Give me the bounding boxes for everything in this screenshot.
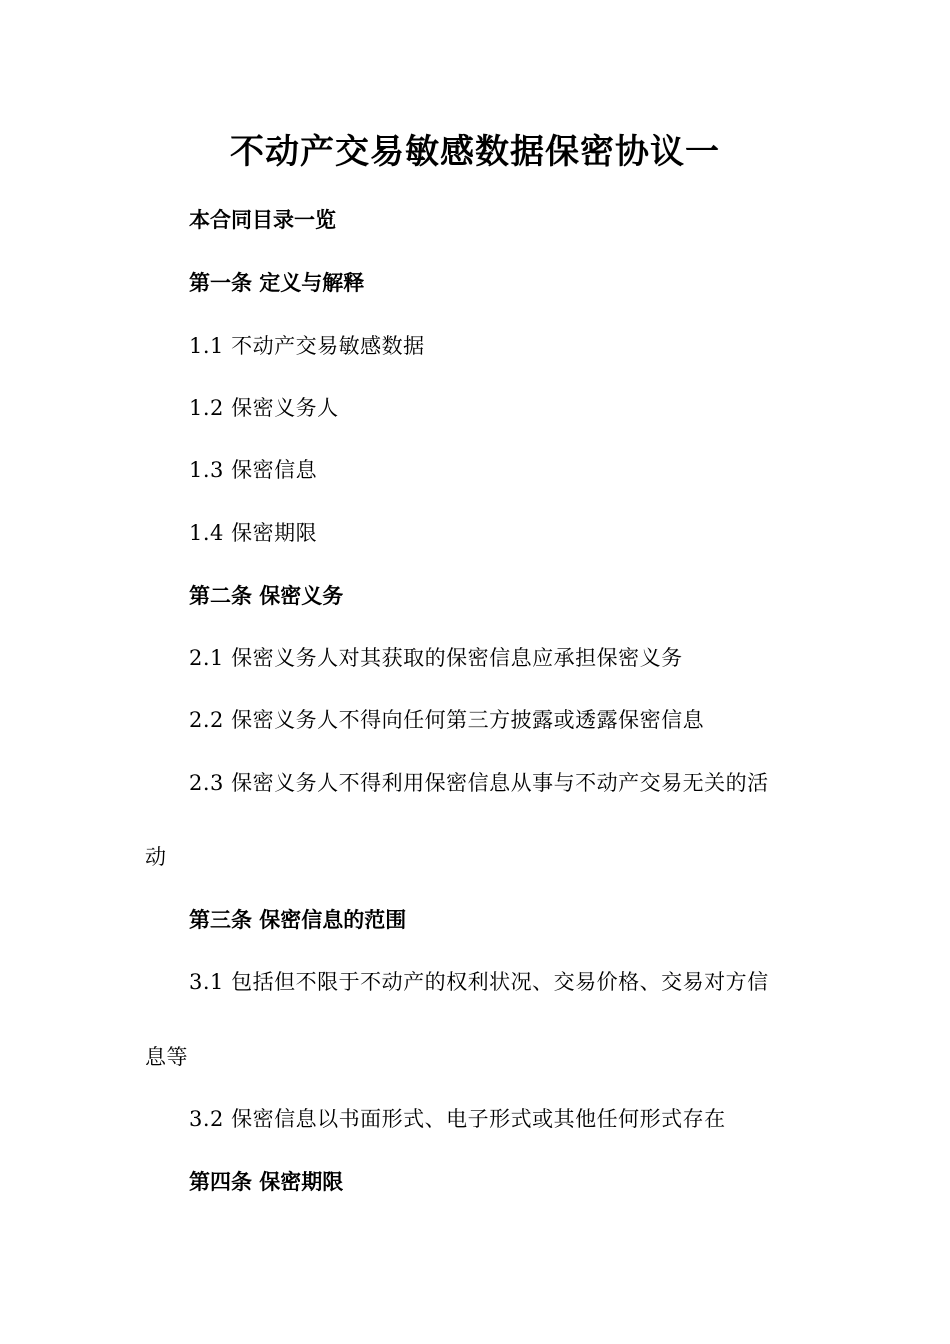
- document-title: 不动产交易敏感数据保密协议一: [230, 132, 720, 172]
- clause-3-1-line-2: 息等: [145, 1045, 188, 1069]
- clause-1-1: 1.1 不动产交易敏感数据: [189, 334, 425, 358]
- clause-2-3-line-1: 2.3 保密义务人不得利用保密信息从事与不动产交易无关的活: [189, 771, 769, 795]
- section-3-heading: 第三条 保密信息的范围: [189, 907, 407, 932]
- clause-1-3: 1.3 保密信息: [189, 458, 318, 482]
- clause-1-2: 1.2 保密义务人: [189, 396, 339, 420]
- clause-2-1: 2.1 保密义务人对其获取的保密信息应承担保密义务: [189, 646, 683, 670]
- section-4-heading: 第四条 保密期限: [189, 1169, 344, 1194]
- clause-2-2: 2.2 保密义务人不得向任何第三方披露或透露保密信息: [189, 708, 705, 732]
- clause-1-4: 1.4 保密期限: [189, 521, 318, 545]
- section-1-heading: 第一条 定义与解释: [189, 270, 365, 295]
- toc-heading: 本合同目录一览: [189, 207, 336, 232]
- clause-2-3-line-2: 动: [145, 845, 167, 869]
- clause-3-2: 3.2 保密信息以书面形式、电子形式或其他任何形式存在: [189, 1107, 726, 1131]
- section-2-heading: 第二条 保密义务: [189, 583, 344, 608]
- clause-3-1-line-1: 3.1 包括但不限于不动产的权利状况、交易价格、交易对方信: [189, 970, 769, 994]
